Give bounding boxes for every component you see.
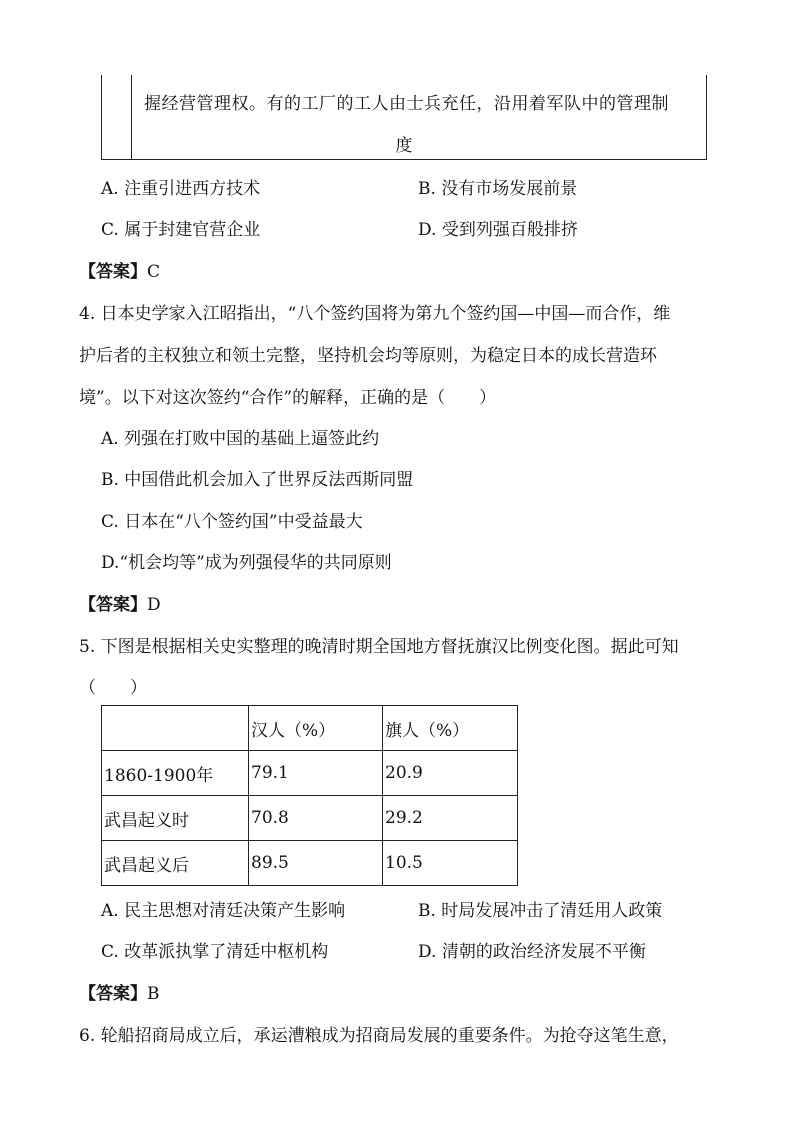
table-cell: 70.8 [249,796,383,841]
q4-option-c: C. 日本在“八个签约国”中受益最大 [101,512,363,532]
q3-option-d: D. 受到列强百般排挤 [418,220,578,240]
table-row [102,841,518,886]
material-box [101,75,707,160]
material-line-2: 度 [395,136,413,156]
answer-label: 【答案】 [79,984,147,1004]
q4-stem-line-2: 护后者的主权独立和领土完整，坚持机会均等原则，为稳定日本的成长营造环 [79,346,657,366]
q3-answer [79,257,160,282]
table-header-cell [102,706,249,751]
q5-answer [79,979,160,1004]
answer-value: D [147,595,161,615]
data-table [101,705,518,886]
table-row [102,751,518,796]
q5-option-b: B. 时局发展冲击了清廷用人政策 [418,901,663,921]
table-cell: 1860-1900年 [102,751,249,796]
q4-stem-line-1: 4. 日本史学家入江昭指出，“八个签约国将为第九个签约国—中国—而合作，维 [79,304,671,324]
answer-value: C [147,262,161,282]
q3-option-c: C. 属于封建官营企业 [101,220,261,240]
table-cell: 20.9 [383,751,518,796]
table-header-cell: 汉人（%） [249,706,383,751]
q5-stem-line-1: 5. 下图是根据相关史实整理的晚清时期全国地方督抚旗汉比例变化图。据此可知 [79,637,679,657]
material-line-1: 握经营管理权。有的工厂的工人由士兵充任，沿用着军队中的管理制 [144,94,669,114]
table-row [102,796,518,841]
table-cell: 10.5 [383,841,518,886]
answer-value: B [147,984,160,1004]
table-cell: 武昌起义后 [102,841,249,886]
q3-option-b: B. 没有市场发展前景 [418,179,578,199]
table-cell: 武昌起义时 [102,796,249,841]
q4-option-a: A. 列强在打败中国的基础上逼签此约 [101,429,380,449]
table-cell: 79.1 [249,751,383,796]
table-header-cell: 旗人（%） [383,706,518,751]
q4-stem-line-3: 境”。以下对这次签约“合作”的解释，正确的是（ ） [79,388,497,408]
q4-option-d: D.“机会均等”成为列强侵华的共同原则 [101,553,392,573]
q5-option-c: C. 改革派执掌了清廷中枢机构 [101,942,329,962]
answer-label: 【答案】 [79,262,147,282]
q4-answer [79,590,161,615]
q5-stem-line-2: （ ） [79,678,147,698]
table-header-row [102,706,518,751]
table-cell: 29.2 [383,796,518,841]
q4-option-b: B. 中国借此机会加入了世界反法西斯同盟 [101,470,414,490]
q5-option-a: A. 民主思想对清廷决策产生影响 [101,901,346,921]
q3-option-a: A. 注重引进西方技术 [101,179,261,199]
q5-option-d: D. 清朝的政治经济发展不平衡 [418,942,646,962]
table-cell: 89.5 [249,841,383,886]
q6-stem-line-1: 6. 轮船招商局成立后，承运漕粮成为招商局发展的重要条件。为抢夺这笔生意， [79,1026,679,1046]
answer-label: 【答案】 [79,595,147,615]
